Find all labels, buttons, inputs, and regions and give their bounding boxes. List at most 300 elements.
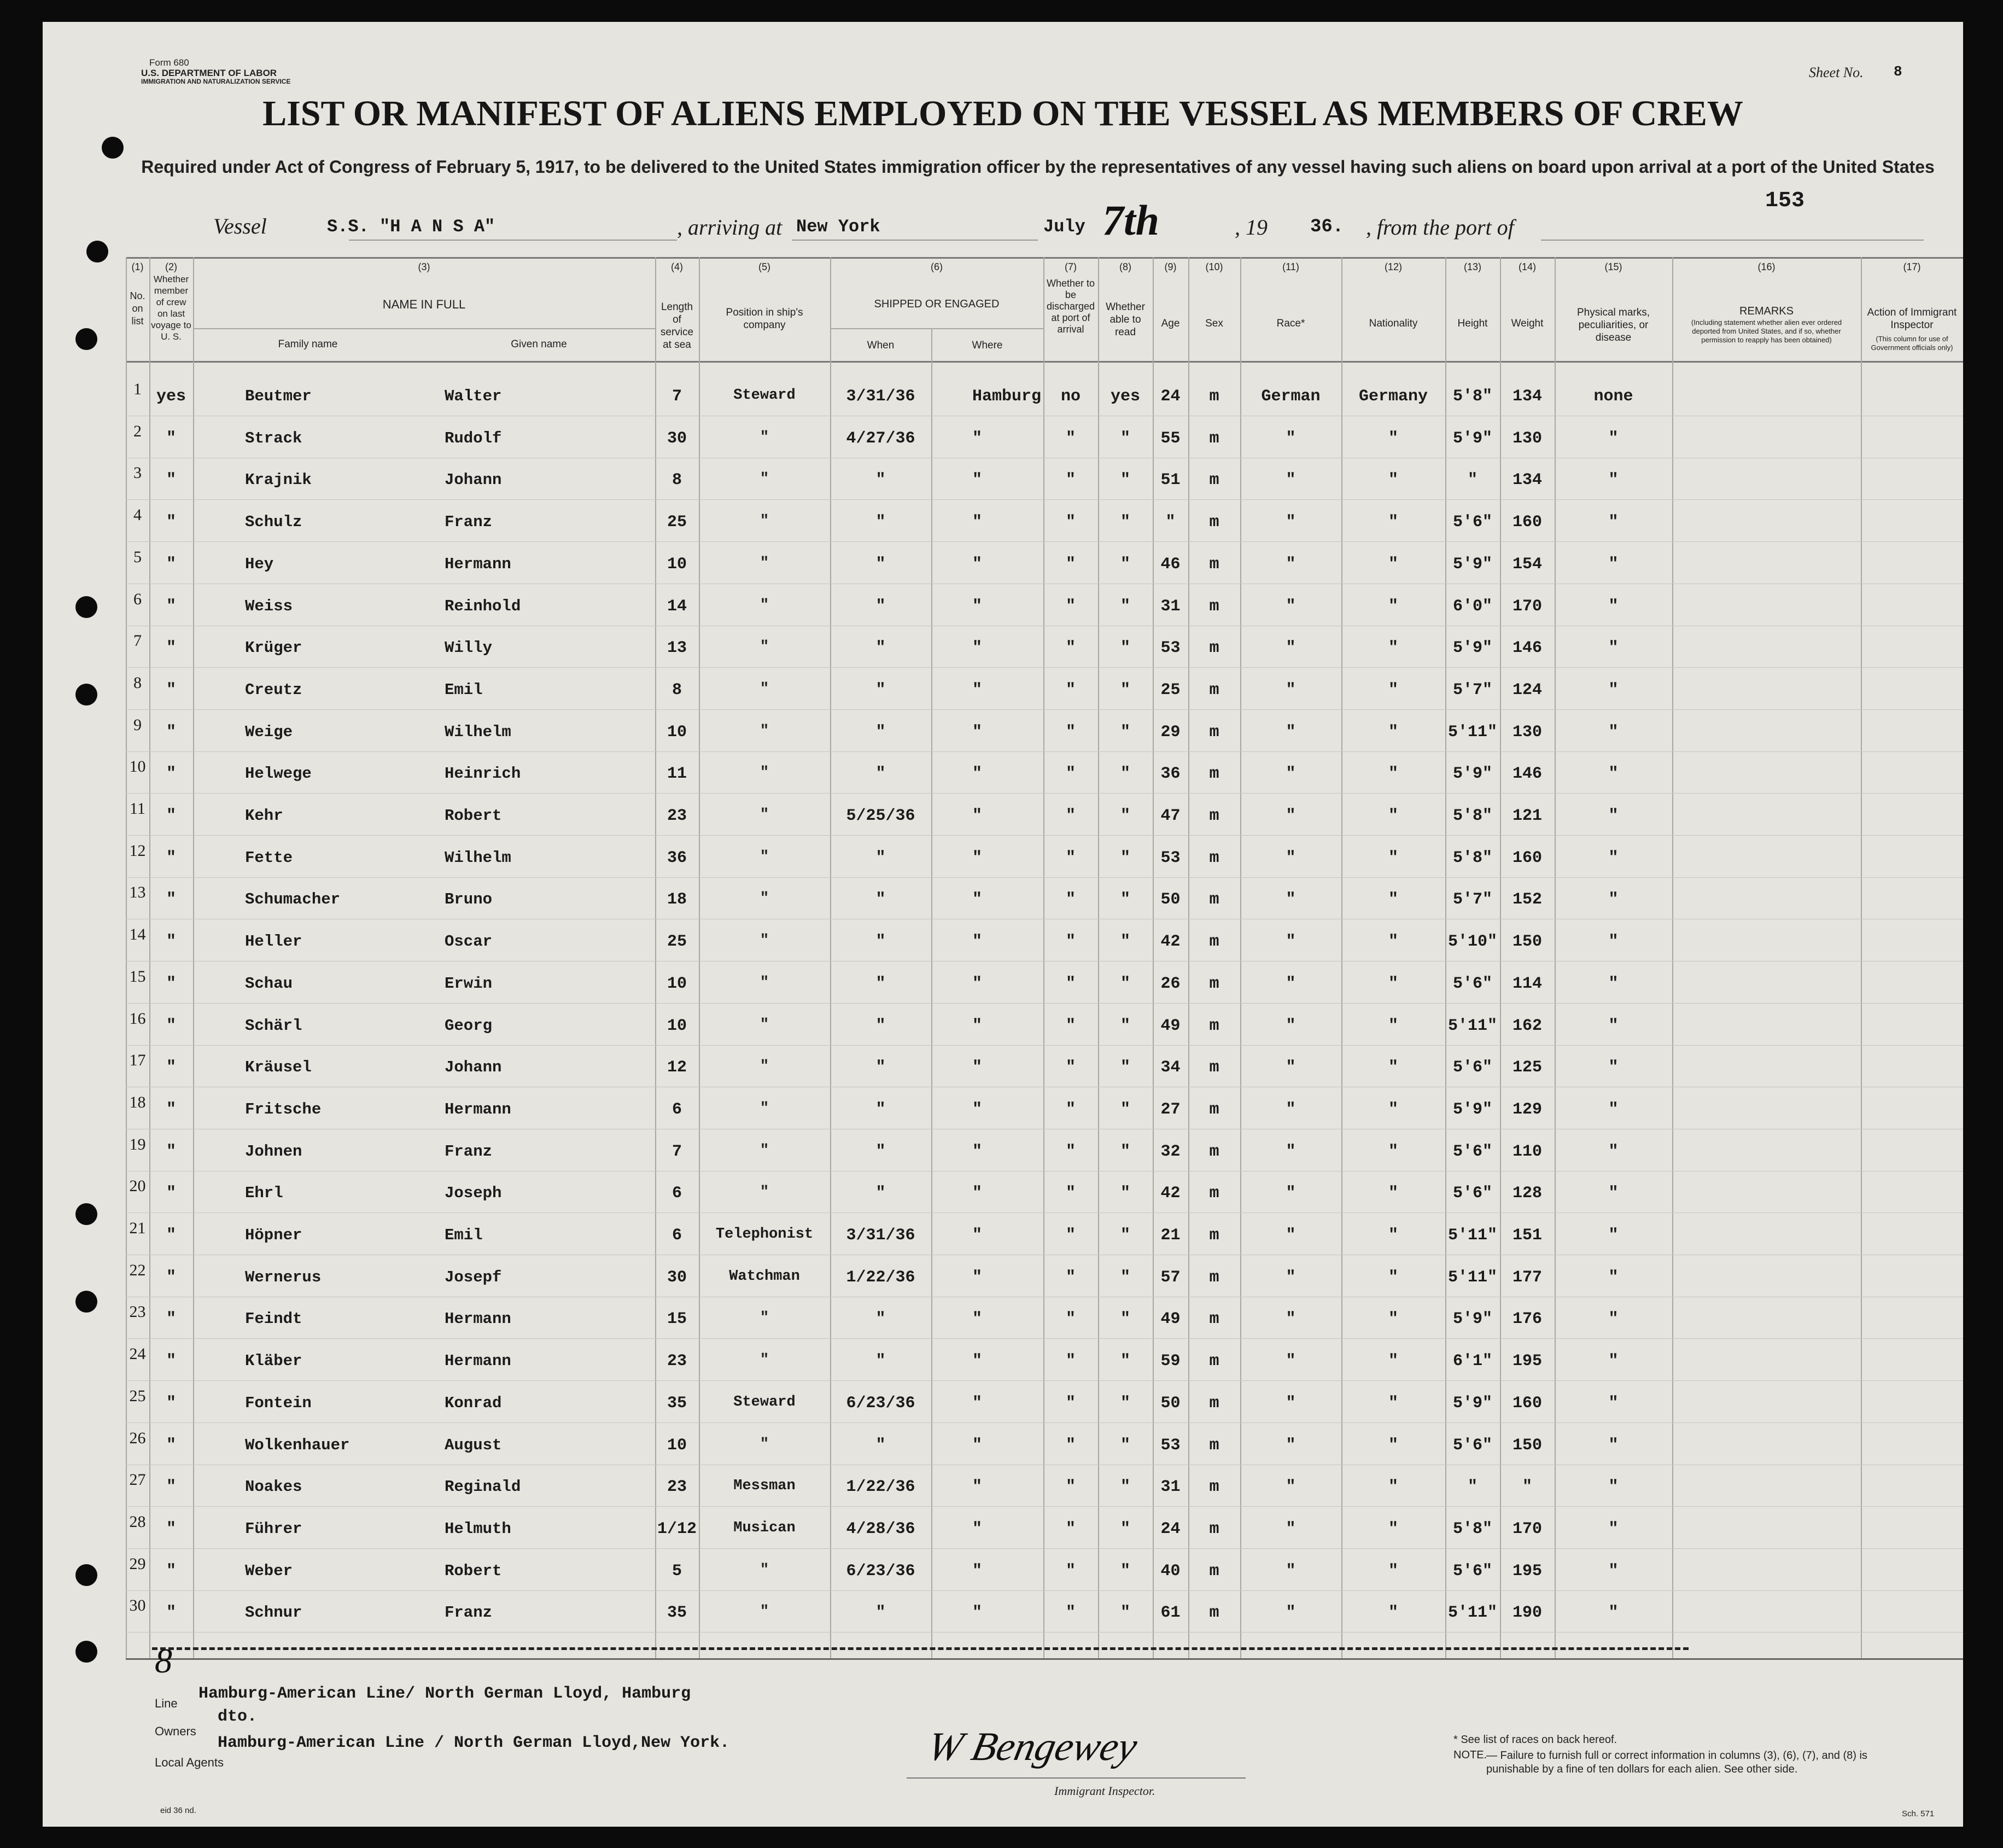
cell-sex: m	[1209, 429, 1219, 448]
cell-discharged: "	[1065, 1478, 1076, 1497]
col-1-number: (1)	[131, 261, 144, 272]
cell-age: 24	[1160, 387, 1181, 406]
cell-discharged: "	[1065, 1436, 1076, 1455]
cell-marks: "	[1608, 1058, 1619, 1077]
cell-prev: "	[166, 1478, 176, 1497]
cell-where: "	[972, 1226, 983, 1245]
cell-discharged: "	[1065, 974, 1076, 993]
cell-read: "	[1120, 1226, 1130, 1245]
cell-weight: 150	[1512, 932, 1542, 952]
cell-where: "	[972, 807, 983, 825]
cell-given: Hermann	[445, 1310, 511, 1328]
cell-where: "	[972, 1142, 983, 1161]
cell-given: Emil	[445, 1226, 483, 1244]
cell-nationality: "	[1388, 848, 1398, 867]
col-17-label: Action of Immigrant Inspector	[1867, 307, 1957, 331]
cell-sex: m	[1209, 1100, 1219, 1119]
cell-discharged: "	[1065, 555, 1076, 574]
cell-service: 30	[667, 1268, 687, 1287]
cell-nationality: "	[1388, 1604, 1398, 1623]
row-rule	[126, 1506, 1963, 1507]
cell-when: "	[875, 765, 886, 784]
row-number: 8	[133, 673, 142, 692]
cell-prev: "	[166, 932, 176, 952]
form-number: Form 680	[149, 57, 189, 68]
cell-race: "	[1286, 429, 1296, 448]
cell-service: 10	[667, 555, 687, 574]
cell-service: 23	[667, 807, 687, 825]
cell-prev: "	[166, 1268, 176, 1287]
cell-height: 5'11"	[1447, 1268, 1497, 1287]
cell-position: "	[760, 807, 769, 823]
cell-marks: "	[1608, 848, 1619, 867]
cell-weight: 160	[1512, 848, 1542, 867]
cell-read: "	[1120, 555, 1130, 574]
row-number: 3	[133, 464, 142, 482]
cell-discharged: "	[1065, 1352, 1076, 1371]
cell-weight: 114	[1512, 974, 1542, 993]
from-port-underline	[1541, 240, 1924, 241]
cell-family: Weber	[245, 1561, 293, 1580]
cell-given: Josepf	[445, 1268, 502, 1286]
col-15-label: Physical marks, peculiarities, or disease	[1576, 307, 1650, 343]
cell-age: 46	[1160, 555, 1181, 574]
cell-given: Wilhelm	[445, 722, 511, 741]
cell-nationality: "	[1388, 1436, 1398, 1455]
cell-sex: m	[1209, 765, 1219, 784]
cell-prev: "	[166, 1352, 176, 1371]
cell-where: "	[972, 932, 983, 952]
cell-weight: 134	[1512, 387, 1542, 406]
cell-height: 5'6"	[1452, 1561, 1492, 1581]
cell-sex: m	[1209, 1604, 1219, 1623]
cell-height: 6'1"	[1452, 1352, 1492, 1371]
tally-mark: 8	[155, 1641, 172, 1680]
col-3-given-name: Given name	[511, 339, 567, 350]
cell-prev: "	[166, 429, 176, 448]
col-13-label: Height	[1457, 318, 1488, 329]
cell-prev: "	[166, 471, 176, 490]
cell-sex: m	[1209, 722, 1219, 742]
cell-age: 26	[1160, 974, 1181, 993]
cell-family: Wernerus	[245, 1268, 322, 1286]
cell-marks: "	[1608, 1142, 1619, 1161]
cell-read: "	[1120, 597, 1130, 616]
col-17-number: (17)	[1903, 261, 1921, 272]
cell-height: 5'6"	[1452, 1142, 1492, 1161]
row-rule	[126, 835, 1963, 836]
cell-when: "	[875, 555, 886, 574]
cell-read: "	[1120, 974, 1130, 993]
cell-prev: "	[166, 555, 176, 574]
cell-read: "	[1120, 429, 1130, 448]
cell-nationality: "	[1388, 1142, 1398, 1161]
cell-race: "	[1286, 1226, 1296, 1245]
signature-line	[907, 1777, 1246, 1779]
cell-family: Schulz	[245, 513, 302, 532]
cell-where: "	[972, 639, 983, 658]
cell-position: "	[760, 1310, 769, 1327]
cell-family: Heller	[245, 932, 302, 951]
col-5-label: Position in ship's company	[726, 307, 803, 331]
cell-height: "	[1467, 1478, 1478, 1497]
cell-weight: 124	[1512, 680, 1542, 699]
row-number: 5	[133, 547, 142, 566]
cell-weight: 195	[1512, 1561, 1542, 1581]
cell-weight: 154	[1512, 555, 1542, 574]
cell-height: 5'9"	[1452, 555, 1492, 574]
cell-weight: 130	[1512, 722, 1542, 742]
row-rule	[126, 1590, 1963, 1591]
cell-service: 10	[667, 1436, 687, 1455]
cell-weight: 146	[1512, 765, 1542, 784]
arrival-month: July	[1043, 217, 1085, 237]
cell-height: 5'6"	[1452, 974, 1492, 993]
cell-service: 35	[667, 1604, 687, 1623]
list-number: 153	[1765, 189, 1805, 213]
cell-nationality: "	[1388, 765, 1398, 784]
cell-sex: m	[1209, 471, 1219, 490]
cell-position: Musican	[733, 1519, 796, 1536]
cell-given: Hermann	[445, 1100, 511, 1118]
row-number: 9	[133, 715, 142, 734]
cell-service: 10	[667, 1016, 687, 1035]
cell-when: "	[875, 597, 886, 616]
cell-prev: "	[166, 1058, 176, 1077]
cell-given: Walter	[445, 387, 502, 405]
cell-when: 4/28/36	[846, 1519, 915, 1538]
cell-when: "	[875, 1100, 886, 1119]
cell-sex: m	[1209, 890, 1219, 910]
col-11-label: Race*	[1276, 318, 1305, 329]
cell-nationality: "	[1388, 1100, 1398, 1119]
row-rule	[126, 1212, 1963, 1213]
row-number: 18	[129, 1093, 146, 1111]
cell-height: 5'11"	[1447, 722, 1497, 742]
cell-when: "	[875, 890, 886, 910]
cell-prev: "	[166, 974, 176, 993]
page-title: LIST OR MANIFEST OF ALIENS EMPLOYED ON THE VESSEL AS MEMBERS OF CREW	[262, 94, 1743, 133]
cell-marks: "	[1608, 471, 1619, 490]
cell-read: "	[1120, 513, 1130, 532]
cell-race: "	[1286, 1604, 1296, 1623]
cell-service: 25	[667, 513, 687, 532]
cell-where: "	[972, 1519, 983, 1538]
col-5-number: (5)	[758, 261, 770, 272]
col-12-label: Nationality	[1369, 318, 1418, 329]
cell-race: "	[1286, 722, 1296, 742]
cell-marks: "	[1608, 639, 1619, 658]
cell-weight: 130	[1512, 429, 1542, 448]
col-17-note: (This column for use of Government officials only)	[1871, 335, 1953, 352]
cell-discharged: "	[1065, 1394, 1076, 1413]
cell-position: Steward	[733, 1394, 796, 1410]
cell-read: "	[1120, 890, 1130, 910]
cell-family: Krüger	[245, 639, 302, 657]
cell-service: 15	[667, 1310, 687, 1329]
cell-discharged: "	[1065, 639, 1076, 658]
cell-given: Johann	[445, 471, 502, 489]
cell-given: Bruno	[445, 890, 493, 909]
cell-position: "	[760, 1561, 769, 1578]
cell-nationality: "	[1388, 471, 1398, 490]
cell-position: "	[760, 722, 769, 739]
cell-family: Weiss	[245, 597, 293, 615]
cell-race: "	[1286, 1184, 1296, 1203]
cell-read: "	[1120, 1394, 1130, 1413]
cell-service: 8	[671, 680, 682, 699]
cell-service: 10	[667, 974, 687, 993]
schedule-code: Sch. 571	[1902, 1809, 1935, 1818]
cell-marks: "	[1608, 1436, 1619, 1455]
cell-age: 50	[1160, 1394, 1181, 1413]
cell-family: Weige	[245, 722, 293, 741]
cell-prev: yes	[156, 387, 186, 406]
cell-sex: m	[1209, 1226, 1219, 1245]
cell-race: "	[1286, 471, 1296, 490]
cell-family: Fette	[245, 848, 293, 867]
cell-family: Führer	[245, 1519, 302, 1538]
row-number: 19	[129, 1135, 146, 1153]
cell-service: 25	[667, 932, 687, 952]
row-number: 14	[129, 925, 146, 944]
cell-prev: "	[166, 1604, 176, 1623]
cell-where: "	[972, 680, 983, 699]
row-rule	[126, 1548, 1963, 1549]
cell-service: 6	[671, 1226, 682, 1245]
cell-service: 30	[667, 429, 687, 448]
cell-prev: "	[166, 1561, 176, 1581]
cell-marks: "	[1608, 722, 1619, 742]
cell-read: "	[1120, 1561, 1130, 1581]
cell-service: 6	[671, 1100, 682, 1119]
col-10-number: (10)	[1205, 261, 1223, 272]
cell-race: "	[1286, 1142, 1296, 1161]
cell-marks: "	[1608, 765, 1619, 784]
col-4-number: (4)	[671, 261, 683, 272]
cell-marks: "	[1608, 513, 1619, 532]
cell-age: 55	[1160, 429, 1181, 448]
vessel-label: Vessel	[213, 214, 267, 238]
port-underline	[792, 240, 1038, 241]
cell-position: Steward	[733, 387, 796, 404]
cell-prev: "	[166, 513, 176, 532]
cell-where: "	[972, 513, 983, 532]
cell-family: Johnen	[245, 1142, 302, 1161]
cell-when: "	[875, 932, 886, 952]
cell-where: "	[972, 429, 983, 448]
cell-read: "	[1120, 1604, 1130, 1623]
cell-age: 31	[1160, 1478, 1181, 1497]
col-7-number: (7)	[1065, 261, 1077, 272]
cell-given: Wilhelm	[445, 848, 511, 867]
cell-given: Oscar	[445, 932, 493, 951]
row-number: 15	[129, 967, 146, 986]
row-rule	[126, 709, 1963, 710]
cell-when: 3/31/36	[846, 387, 915, 406]
cell-service: 7	[671, 387, 682, 406]
cell-position: "	[760, 1184, 769, 1201]
cell-height: 5'8"	[1452, 807, 1492, 825]
cell-nationality: "	[1388, 1478, 1398, 1497]
cell-given: Franz	[445, 1142, 493, 1161]
cell-height: 5'8"	[1452, 848, 1492, 867]
cell-where: "	[972, 890, 983, 910]
cell-race: "	[1286, 848, 1296, 867]
cell-family: Creutz	[245, 680, 302, 699]
cell-given: Reginald	[445, 1478, 521, 1496]
cell-position: "	[760, 429, 769, 446]
agents-label: Local Agents	[155, 1756, 224, 1769]
cell-when: "	[875, 1058, 886, 1077]
col-6-label: SHIPPED OR ENGAGED	[874, 298, 1000, 310]
row-number: 1	[133, 380, 142, 398]
cell-family: Beutmer	[245, 387, 312, 405]
cell-height: 5'8"	[1452, 387, 1492, 406]
cell-service: 36	[667, 848, 687, 867]
line-value: Hamburg-American Line/ North German Lloyd, Hamburg	[198, 1684, 691, 1703]
cell-given: Joseph	[445, 1184, 502, 1203]
cell-where: Hamburg	[972, 387, 1042, 406]
cell-discharged: "	[1065, 680, 1076, 699]
cell-family: Fontein	[245, 1394, 312, 1412]
cell-race: "	[1286, 932, 1296, 952]
cell-race: "	[1286, 680, 1296, 699]
cell-service: 1/12	[657, 1519, 697, 1538]
cell-age: 21	[1160, 1226, 1181, 1245]
cell-weight: 160	[1512, 1394, 1542, 1413]
cell-position: "	[760, 555, 769, 572]
col-1-label: No. on list	[130, 290, 145, 327]
col-15-number: (15)	[1604, 261, 1622, 272]
cell-marks: "	[1608, 1016, 1619, 1035]
row-number: 28	[129, 1512, 146, 1531]
cell-family: Fritsche	[245, 1100, 322, 1118]
cell-family: Schnur	[245, 1604, 302, 1622]
cell-weight: 125	[1512, 1058, 1542, 1077]
cell-nationality: "	[1388, 1352, 1398, 1371]
cell-nationality: "	[1388, 807, 1398, 825]
year-suffix: 36.	[1310, 217, 1344, 237]
cell-discharged: "	[1065, 1519, 1076, 1538]
page-subtitle: Required under Act of Congress of February 5, 1917, to be delivered to the United States immigration officer by the representatives of any vessel having such aliens on board upon arrival at a port of the United States	[141, 157, 1935, 177]
cell-when: "	[875, 471, 886, 490]
cell-when: "	[875, 1352, 886, 1371]
cell-age: 32	[1160, 1142, 1181, 1161]
cell-read: "	[1120, 1519, 1130, 1538]
cell-height: 5'9"	[1452, 429, 1492, 448]
cell-discharged: "	[1065, 513, 1076, 532]
cell-marks: "	[1608, 429, 1619, 448]
cell-marks: "	[1608, 1352, 1619, 1371]
manifest-sheet	[43, 22, 1963, 1827]
cell-family: Kräusel	[245, 1058, 312, 1077]
cell-race: "	[1286, 1394, 1296, 1413]
cell-race: "	[1286, 765, 1296, 784]
cell-nationality: "	[1388, 1519, 1398, 1538]
cell-position: "	[760, 974, 769, 991]
cell-service: 12	[667, 1058, 687, 1077]
cell-age: 47	[1160, 807, 1181, 825]
cell-nationality: "	[1388, 932, 1398, 952]
cell-prev: "	[166, 1226, 176, 1245]
cell-when: "	[875, 974, 886, 993]
cell-discharged: "	[1065, 1142, 1076, 1161]
cell-when: "	[875, 722, 886, 742]
sheet-label: Sheet No.	[1809, 65, 1864, 80]
cell-prev: "	[166, 680, 176, 699]
row-number: 26	[129, 1429, 146, 1447]
cell-nationality: "	[1388, 1310, 1398, 1329]
cell-given: Franz	[445, 1604, 493, 1622]
print-code: eid 36 nd.	[160, 1806, 196, 1815]
cell-when: 6/23/36	[846, 1394, 915, 1413]
cell-given: Robert	[445, 807, 502, 825]
cell-read: "	[1120, 848, 1130, 867]
cell-when: "	[875, 639, 886, 658]
col-13-number: (13)	[1463, 261, 1481, 272]
cell-race: "	[1286, 513, 1296, 532]
cell-race: "	[1286, 1016, 1296, 1035]
cell-discharged: "	[1065, 1226, 1076, 1245]
cell-position: "	[760, 513, 769, 530]
owners-value: dto.	[218, 1707, 258, 1726]
cell-age: 53	[1160, 1436, 1181, 1455]
row-number: 6	[133, 590, 142, 608]
cell-where: "	[972, 722, 983, 742]
cell-discharged: "	[1065, 1016, 1076, 1035]
cell-when: 6/23/36	[846, 1561, 915, 1581]
year-prefix: , 19	[1235, 215, 1268, 240]
cell-sex: m	[1209, 974, 1219, 993]
cell-sex: m	[1209, 639, 1219, 658]
agents-value: Hamburg-American Line / North German Lloyd,New York.	[218, 1734, 730, 1752]
cell-service: 23	[667, 1352, 687, 1371]
cell-nationality: "	[1388, 429, 1398, 448]
row-rule	[126, 667, 1963, 668]
cell-sex: m	[1209, 513, 1219, 532]
cell-given: Franz	[445, 513, 493, 532]
cell-when: "	[875, 1142, 886, 1161]
row-number: 7	[133, 632, 142, 650]
cell-given: Georg	[445, 1016, 493, 1035]
col-11-number: (11)	[1282, 261, 1299, 272]
cell-position: Messman	[733, 1478, 796, 1495]
cell-nationality: "	[1388, 680, 1398, 699]
col-10-label: Sex	[1205, 318, 1223, 329]
cell-given: Rudolf	[445, 429, 502, 447]
cell-position: "	[760, 1352, 769, 1369]
cell-discharged: "	[1065, 765, 1076, 784]
cell-when: "	[875, 1016, 886, 1035]
row-number: 11	[130, 800, 145, 818]
row-rule	[126, 751, 1963, 752]
cell-race: "	[1286, 807, 1296, 825]
row-number: 17	[129, 1051, 146, 1070]
cell-sex: m	[1209, 555, 1219, 574]
cell-weight: 195	[1512, 1352, 1542, 1371]
cell-position: "	[760, 639, 769, 656]
cell-read: "	[1120, 765, 1130, 784]
cell-weight: 170	[1512, 597, 1542, 616]
cell-age: 36	[1160, 765, 1181, 784]
cell-nationality: "	[1388, 1058, 1398, 1077]
col-16-label: REMARKS	[1739, 305, 1794, 317]
cell-height: 5'7"	[1452, 680, 1492, 699]
cell-family: Kläber	[245, 1352, 302, 1371]
cell-marks: "	[1608, 555, 1619, 574]
cell-where: "	[972, 765, 983, 784]
